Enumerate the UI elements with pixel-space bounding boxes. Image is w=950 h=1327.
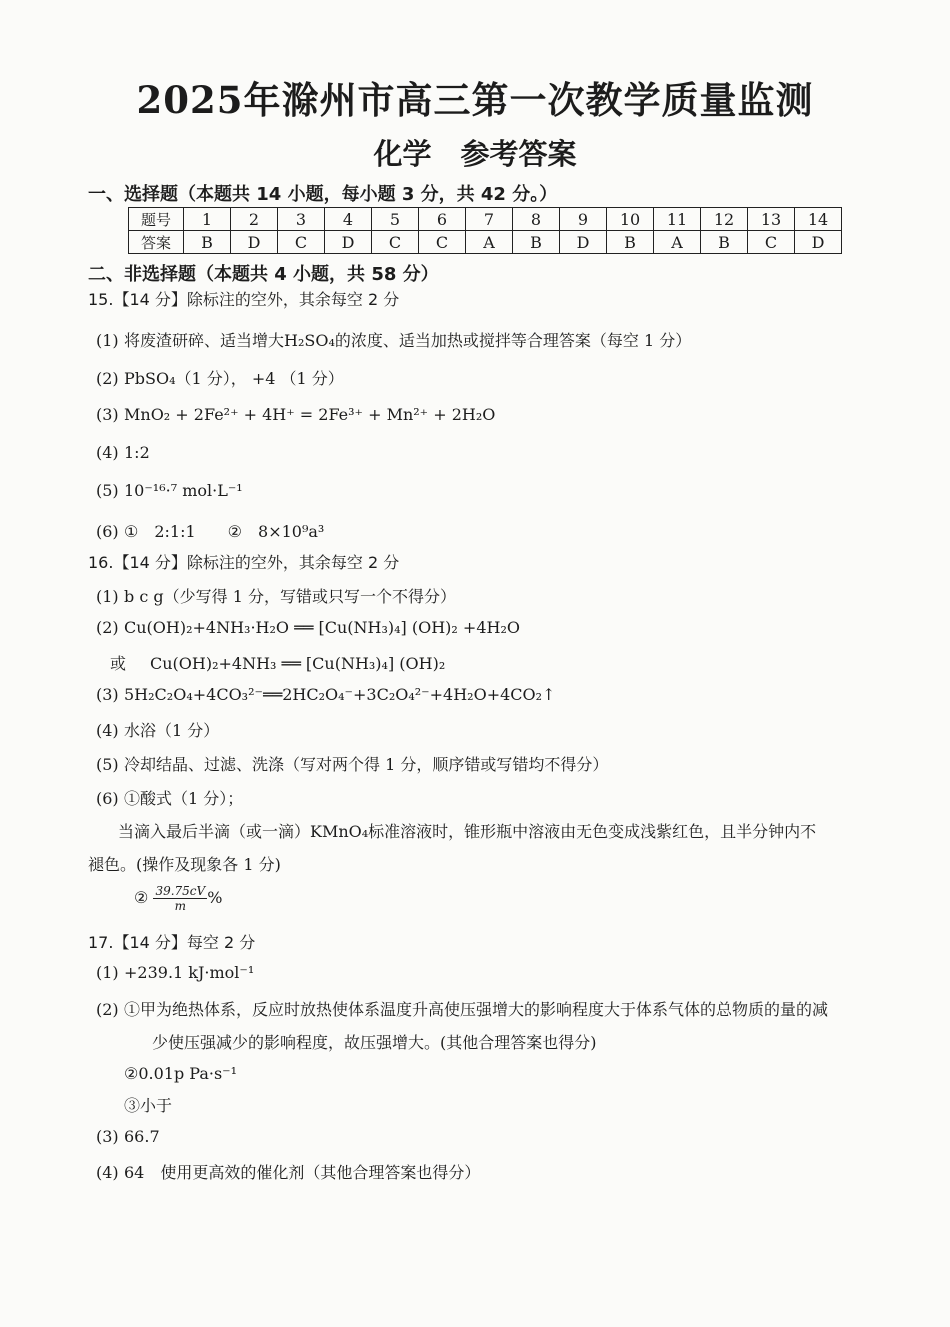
table-cell: 12 (701, 208, 748, 231)
table-cell: 6 (419, 208, 466, 231)
item-text: 10⁻¹⁶·⁷ mol·L⁻¹ (124, 481, 243, 500)
table-cell: D (231, 231, 278, 254)
q16-item (110, 651, 445, 674)
q15-item (96, 405, 495, 424)
table-cell: D (795, 231, 842, 254)
table-cell: 7 (466, 208, 513, 231)
q16-item (96, 618, 520, 637)
item-number: (1) (96, 331, 119, 350)
item-number: (3) (96, 405, 119, 424)
item-number: (1) (96, 963, 119, 982)
table-cell: C (278, 231, 325, 254)
item-text: ① 2:1:1 ② 8×10⁹a³ (124, 522, 325, 541)
table-cell: D (560, 231, 607, 254)
item-text: ②0.01p Pa·s⁻¹ (124, 1064, 238, 1083)
q16-item (96, 786, 243, 809)
fraction-suffix: % (207, 888, 223, 907)
item-text: 冷却结晶、过滤、洗涤（写对两个得 1 分，顺序错或写错均不得分） (124, 755, 609, 774)
q15-item (96, 366, 344, 389)
table-cell: 3 (278, 208, 325, 231)
item-text: PbSO₄（1 分）， +4 （1 分） (124, 369, 344, 388)
q15-item (96, 328, 691, 351)
table-cell: 10 (607, 208, 654, 231)
q15-header: 15.【14 分】除标注的空外，其余每空 2 分 (88, 290, 400, 309)
item-text: 1:2 (124, 443, 150, 462)
row-label: 题号 (129, 208, 184, 231)
q16-paragraph: 当滴入最后半滴（或一滴）KMnO₄标准溶液时，锥形瓶中溶液由无色变成浅紫红色，且半分钟内不 (118, 822, 817, 841)
item-number: (6) (96, 789, 119, 808)
section2-heading: 二、非选择题（本题共 4 小题，共 58 分） (88, 264, 439, 285)
item-number: (3) (96, 1127, 119, 1146)
table-cell: 14 (795, 208, 842, 231)
table-cell: 1 (184, 208, 231, 231)
item-number: (5) (96, 755, 119, 774)
item-number: (6) (96, 522, 119, 541)
q17-item (96, 963, 254, 982)
item-text: 64 使用更高效的催化剂（其他合理答案也得分） (124, 1163, 481, 1182)
item-number: (3) (96, 685, 119, 704)
table-cell: 8 (513, 208, 560, 231)
table-cell: C (419, 231, 466, 254)
item-number: (4) (96, 443, 119, 462)
table-cell: B (513, 231, 560, 254)
item-text: 少使压强减少的影响程度，故压强增大。(其他合理答案也得分) (152, 1033, 597, 1052)
fraction-denominator: m (174, 899, 186, 913)
page-title: 2025年滁州市高三第一次教学质量监测 (136, 78, 814, 122)
item-number: (1) (96, 587, 119, 606)
fraction-numerator: 39.75cV (155, 884, 206, 898)
item-number: 或 (110, 654, 127, 673)
q16-fraction-line (134, 884, 222, 913)
item-text: ①甲为绝热体系，反应时放热使体系温度升高使压强增大的影响程度大于体系气体的总物质的量的减 (124, 1000, 829, 1019)
table-cell: 13 (748, 208, 795, 231)
item-number: (2) (96, 618, 119, 637)
q15-item (96, 519, 324, 542)
q17-item (124, 1093, 172, 1116)
q16-header: 16.【14 分】除标注的空外，其余每空 2 分 (88, 553, 400, 572)
table-cell: C (372, 231, 419, 254)
item-number: (2) (96, 1000, 119, 1019)
item-text: Cu(OH)₂+4NH₃ ══ [Cu(NH₃)₄] (OH)₂ (150, 654, 446, 673)
item-text: 66.7 (124, 1127, 160, 1146)
table-cell: 5 (372, 208, 419, 231)
item-number: (5) (96, 481, 119, 500)
q17-item (96, 997, 828, 1020)
table-cell: A (466, 231, 513, 254)
table-cell: 2 (231, 208, 278, 231)
item-text: 将废渣研碎、适当增大H₂SO₄的浓度、适当加热或搅拌等合理答案（每空 1 分） (124, 331, 692, 350)
item-number: (4) (96, 1163, 119, 1182)
table-cell: B (607, 231, 654, 254)
q16-item (96, 752, 608, 775)
table-cell: D (325, 231, 372, 254)
answer-table (128, 207, 842, 254)
table-cell: C (748, 231, 795, 254)
fraction (153, 884, 207, 913)
q16-item (96, 718, 219, 741)
fraction-prefix: ② (134, 888, 149, 907)
item-text: ③小于 (124, 1096, 173, 1115)
table-cell: B (184, 231, 231, 254)
q15-item (96, 481, 243, 500)
row-label: 答案 (129, 231, 184, 254)
item-text: ①酸式（1 分）； (124, 789, 244, 808)
table-cell: 11 (654, 208, 701, 231)
table-cell: 9 (560, 208, 607, 231)
q16-paragraph: 褪色。(操作及现象各 1 分) (88, 855, 281, 874)
q17-item (124, 1064, 237, 1083)
item-number: (4) (96, 721, 119, 740)
q16-item (96, 584, 456, 607)
item-text: 5H₂C₂O₄+4CO₃²⁻══2HC₂O₄⁻+3C₂O₄²⁻+4H₂O+4CO₂↑ (124, 685, 556, 704)
table-cell: 4 (325, 208, 372, 231)
q17-item (152, 1030, 597, 1053)
item-text: 水浴（1 分） (124, 721, 220, 740)
item-text: b c g（少写得 1 分，写错或只写一个不得分） (124, 587, 456, 606)
table-row-numbers (129, 208, 842, 231)
q17-header: 17.【14 分】每空 2 分 (88, 933, 256, 952)
item-text: MnO₂ + 2Fe²⁺ + 4H⁺ = 2Fe³⁺ + Mn²⁺ + 2H₂O (124, 405, 496, 424)
table-cell: A (654, 231, 701, 254)
item-text: Cu(OH)₂+4NH₃·H₂O ══ [Cu(NH₃)₄] (OH)₂ +4H₂O (124, 618, 520, 637)
table-cell: B (701, 231, 748, 254)
q16-item (96, 685, 555, 704)
q17-item (96, 1127, 160, 1146)
section1-heading: 一、选择题（本题共 14 小题，每小题 3 分，共 42 分。） (88, 184, 558, 205)
page-subtitle: 化学 参考答案 (373, 137, 577, 171)
item-text: +239.1 kJ·mol⁻¹ (124, 963, 255, 982)
table-row-answers (129, 231, 842, 254)
q17-item (96, 1160, 480, 1183)
q15-item (96, 443, 150, 462)
item-number: (2) (96, 369, 119, 388)
